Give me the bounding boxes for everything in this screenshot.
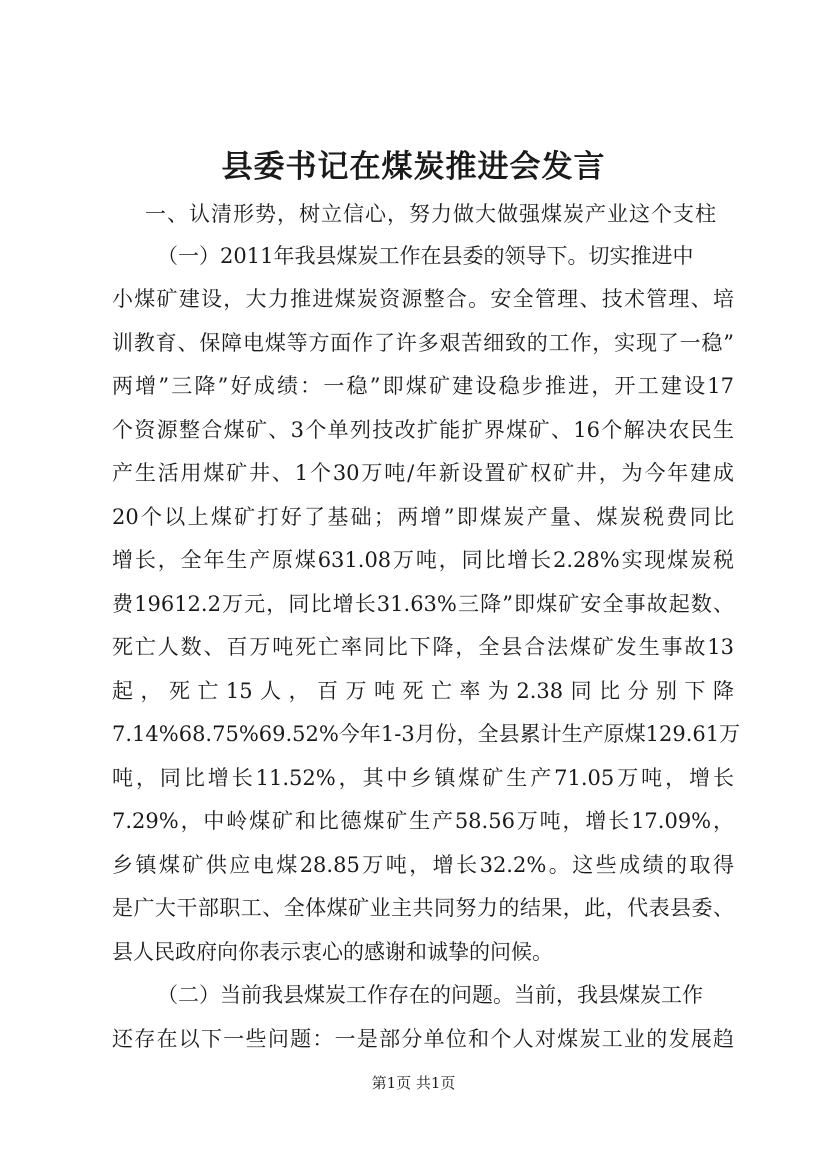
paragraph-line: 两增”三降”好成绩：一稳”即煤矿建设稳步推进，开工建设17 [112, 374, 734, 398]
paragraph-line: 7.29%，中岭煤矿和比德煤矿生产58.56万吨，增长17.09%， [112, 809, 734, 833]
paragraph-line: 吨，同比增长11.52%，其中乡镇煤矿生产71.05万吨，增长 [112, 766, 734, 790]
paragraph-line: 产生活用煤矿井、1个30万吨/年新设置矿权矿井，为今年建成 [112, 461, 734, 485]
paragraph-line: 还存在以下一些问题：一是部分单位和个人对煤炭工业的发展趋 [112, 1027, 734, 1051]
document-title: 县委书记在煤炭推进会发言 [221, 149, 606, 185]
paragraph-line: 是广大干部职工、全体煤矿业主共同努力的结果，此，代表县委、 [112, 896, 734, 920]
paragraph-line: 个资源整合煤矿、3个单列技改扩能扩界煤矿、16个解决农民生 [112, 418, 734, 442]
paragraph-line: 7.14%68.75%69.52%今年1-3月份，全县累计生产原煤129.61万 [112, 722, 741, 746]
paragraph-line: （一）2011年我县煤炭工作在县委的领导下。切实推进中 [157, 244, 694, 268]
paragraph-line: 死亡人数、百万吨死亡率同比下降，全县合法煤矿发生事故13 [112, 635, 734, 659]
paragraph-line: （二）当前我县煤炭工作存在的问题。当前，我县煤炭工作 [157, 983, 703, 1007]
paragraph-line: 训教育、保障电煤等方面作了许多艰苦细致的工作，实现了一稳” [112, 331, 734, 355]
paragraph-line: 乡镇煤矿供应电煤28.85万吨，增长32.2%。这些成绩的取得 [112, 853, 734, 877]
paragraph-line: 起，死亡15人，百万吨死亡率为2.38同比分别下降 [112, 679, 734, 703]
paragraph-line: 增长，全年生产原煤631.08万吨，同比增长2.28%实现煤炭税 [112, 548, 734, 572]
paragraph-line: 县人民政府向你表示衷心的感谢和诚挚的问候。 [112, 940, 553, 964]
section-heading: 一、认清形势，树立信心，努力做大做强煤炭产业这个支柱 [145, 202, 717, 226]
paragraph-line: 小煤矿建设，大力推进煤炭资源整合。安全管理、技术管理、培 [112, 287, 734, 311]
paragraph-line: 费19612.2万元，同比增长31.63%三降”即煤矿安全事故起数、 [112, 592, 734, 616]
paragraph-line: 20个以上煤矿打好了基础；两增”即煤炭产量、煤炭税费同比 [112, 505, 734, 529]
page-footer: 第1页 共1页 [371, 1074, 456, 1092]
